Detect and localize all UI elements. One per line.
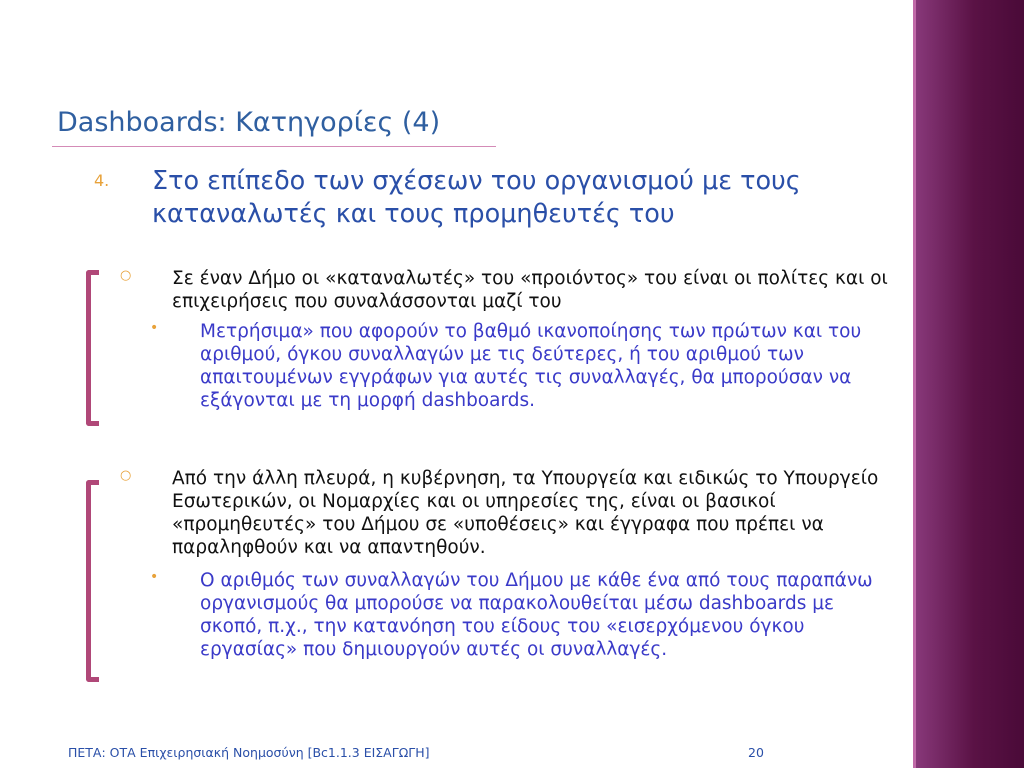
- dot-bullet-icon: •: [150, 569, 159, 585]
- numbered-heading: [94, 165, 814, 231]
- sub-bullet-item: [150, 320, 890, 412]
- bullet-item: [120, 267, 890, 313]
- sub-bullet-item: [150, 569, 890, 661]
- numbered-heading-text: Στο επίπεδο των σχέσεων του οργανισμού με τους καταναλωτές και τους προμηθευτές του: [152, 166, 801, 229]
- sub-bullet-text: Μετρήσιμα» που αφορούν το βαθμό ικανοποίησης των πρώτων και του αριθμού, όγκου συναλλαγών με τις δεύτερες, ή του αριθμού των απαιτουμένων εγγράφων για αυτές τις συναλλαγές, θα μπορούσαν να εξάγονται με τη μορφή dashboards.: [200, 321, 862, 411]
- number-marker: 4.: [94, 171, 110, 190]
- page-number: 20: [748, 745, 764, 760]
- bullet-text: Από την άλλη πλευρά, η κυβέρνηση, τα Υπουργεία και ειδικώς το Υπουργείο Εσωτερικών, οι Νομαρχίες και οι υπηρεσίες της, είναι οι βασικοί «προμηθευτές» του Δήμου σε «υποθέσεις» και έγγραφα που πρέπει να παραληφθούν και να απαντηθούν.: [172, 468, 879, 558]
- circle-bullet-icon: ○: [120, 268, 132, 283]
- circle-bullet-icon: ○: [120, 468, 132, 483]
- dot-bullet-icon: •: [150, 320, 159, 336]
- sub-bullet-text: Ο αριθμός των συναλλαγών του Δήμου με κάθε ένα από τους παραπάνω οργανισμούς θα μπορούσε να παρακολουθείται μέσω dashboards με σκοπό, π.χ., την κατανόηση του είδους του «εισερχόμενου όγκου εργασίας» που δημιουργούν αυτές οι συναλλαγές.: [200, 570, 873, 660]
- bullet-item: [120, 467, 890, 559]
- title-underline: [52, 146, 496, 147]
- bullet-text: Σε έναν Δήμο οι «καταναλωτές» του «προιόντος» του είναι οι πολίτες και οι επιχειρήσεις που συναλάσσονται μαζί του: [172, 268, 888, 312]
- decorative-side-band: [913, 0, 1024, 768]
- bracket-decoration: [86, 480, 99, 682]
- slide-title: Dashboards: Κατηγορίες (4): [57, 107, 441, 138]
- bracket-decoration: [86, 270, 99, 426]
- slide-footer: ΠΕΤΑ: ΟΤΑ Επιχειρησιακή Νοημοσύνη [Bc1.1.3 ΕΙΣΑΓΩΓΗ]: [68, 745, 430, 760]
